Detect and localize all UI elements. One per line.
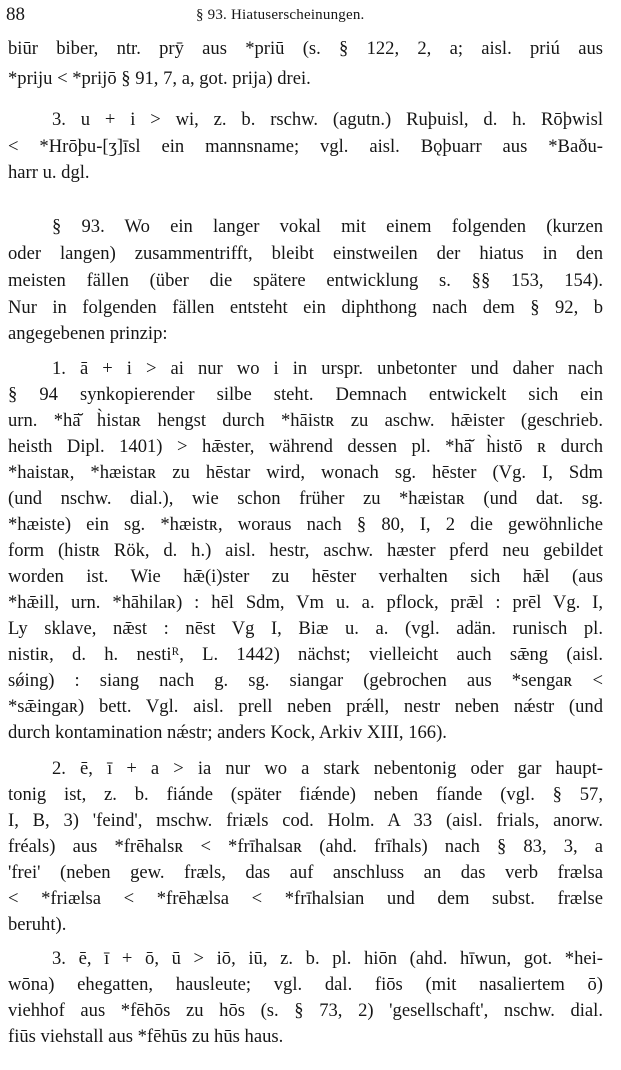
text-line: angegebenen prinzip: [8, 323, 168, 344]
text-line: (und nschw. dial.), wie schon früher zu *hæistaʀ (und dat. sg. [8, 488, 603, 509]
text-line: < *Hrōþu-[ʒ]īsl ein mannsname; vgl. aisl. Bǫþuarr aus *Baðu- [8, 136, 603, 157]
text-line: wōna) ehegatten, hausleute; vgl. dal. fiōs (mit nasaliertem ō) [8, 974, 603, 995]
text-line: Ly sklave, nǣst : nēst Vg I, Biæ u. a. (vgl. adän. runisch pl. [8, 618, 603, 639]
text-line: < *friælsa < *frēhælsa < *frīhalsian und dem subst. frælse [8, 888, 603, 909]
running-title: § 93. Hiatuserscheinungen. [196, 7, 365, 23]
text-line: § 94 synkopierender silbe steht. Demnach entwickelt sich ein [8, 384, 603, 405]
text-line: durch kontamination nǽstr; anders Kock, Arkiv XIII, 166). [8, 722, 447, 743]
text-line: Nur in folgenden fällen entsteht ein diphthong nach dem § 92, b [8, 297, 603, 318]
text-line: 3. u + i > wi, z. b. rschw. (agutn.) Ruþuisl, d. h. Rōþwisl [52, 109, 603, 130]
text-line: nistiʀ, d. h. nestiᴿ, L. 1442) nächst; vielleicht auch sǣng (aisl. [8, 644, 603, 665]
text-line: 'frei' (neben gew. fræls, das auf anschluss an das verb frælsa [8, 862, 603, 883]
text-line: 3. ē, ī + ō, ū > iō, iū, z. b. pl. hiōn (ahd. hīwun, got. *hei- [52, 948, 603, 969]
text-line: *sǣingaʀ) bett. Vgl. aisl. prell neben prǽll, nestr neben nǽstr (und [8, 696, 603, 717]
text-line: harr u. dgl. [8, 162, 90, 183]
page-header [0, 4, 621, 30]
text-line: fiūs viehstall aus *fēhūs zu hūs haus. [8, 1026, 284, 1047]
text-line: *hǣill, urn. *hāhilaʀ) : hēl Sdm, Vm u. a. pflock, prǣl : prēl Vg. I, [8, 592, 603, 613]
text-line: 2. ē, ī + a > ia nur wo a stark nebentonig oder gar haupt- [52, 758, 603, 779]
text-line: urn. *hā̆ h̀istaʀ hengst durch *hāistʀ zu aschw. hǣister (geschrieb. [8, 410, 603, 431]
text-line: worden ist. Wie hǣ(i)ster zu hēster verhalten sich hǣl (aus [8, 566, 603, 587]
text-line: *priju < *prijō § 91, 7, a, got. prija) drei. [8, 68, 311, 89]
text-line: viehhof aus *fēhōs zu hōs (s. § 73, 2) 'gesellschaft', nschw. dial. [8, 1000, 603, 1021]
text-line: heisth Dipl. 1401) > hǣster, während dessen pl. *hā̆ h̀istō ʀ durch [8, 436, 603, 457]
text-line: sǿing) : siang nach g. sg. siangar (gebrochen aus *sengaʀ < [8, 670, 603, 691]
text-line: form (histʀ Rök, d. h.) aisl. hestr, aschw. hæster pferd neu gebildet [8, 540, 603, 561]
text-line: fréals) aus *frēhalsʀ < *frīhalsaʀ (ahd. frīhals) nach § 83, 3, a [8, 836, 603, 857]
page-number: 88 [6, 4, 25, 25]
section-heading-line: § 93. Wo ein langer vokal mit einem folgenden (kurzen [52, 216, 603, 237]
text-line: beruht). [8, 914, 67, 935]
text-line: *hæiste) ein sg. *hæistʀ, woraus nach § 80, I, 2 die gewöhnliche [8, 514, 603, 535]
text-line: *haistaʀ, *hæistaʀ zu hēstar wird, wonach sg. hēster (Vg. I, Sdm [8, 462, 603, 483]
text-line: meisten fällen (über die spätere entwicklung s. §§ 153, 154). [8, 270, 603, 291]
text-line: oder langen) zusammentrifft, bleibt einstweilen der hiatus in den [8, 243, 603, 264]
text-line: biūr biber, ntr. prȳ aus *priū (s. § 122, 2, a; aisl. priú aus [8, 38, 603, 59]
text-line: I, B, 3) 'feind', mschw. friæls cod. Holm. A 33 (aisl. frials, anorw. [8, 810, 603, 831]
text-line: 1. ā + i > ai nur wo i in urspr. unbetonter und daher nach [52, 358, 603, 379]
text-line: tonig ist, z. b. fiánde (später fiǽnde) neben fíande (vgl. § 57, [8, 784, 603, 805]
